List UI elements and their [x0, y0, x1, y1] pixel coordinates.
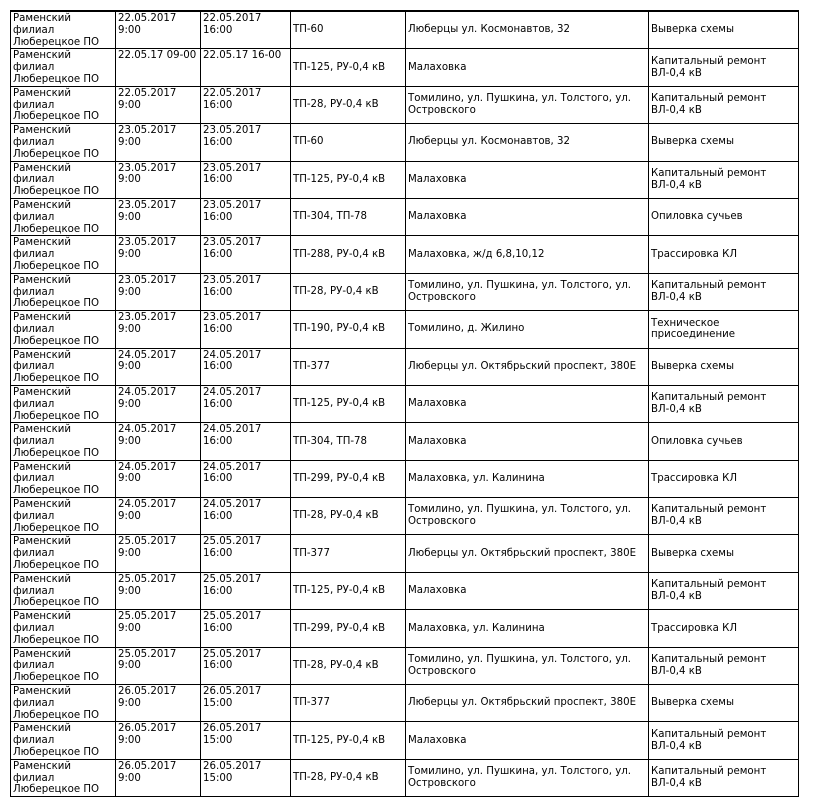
branch-cell: Раменский филиал Люберецкое ПО [11, 49, 116, 86]
table-row [11, 273, 799, 310]
end-datetime-cell: 23.05.2017 16:00 [201, 124, 291, 161]
substation-cell: ТП-299, РУ-0,4 кВ [291, 610, 406, 647]
end-datetime-cell: 24.05.2017 16:00 [201, 423, 291, 460]
branch-cell: Раменский филиал Люберецкое ПО [11, 236, 116, 273]
substation-cell: ТП-190, РУ-0,4 кВ [291, 311, 406, 348]
table-row [11, 685, 799, 722]
start-datetime-cell: 23.05.2017 9:00 [116, 124, 201, 161]
work-type-cell: Опиловка сучьев [649, 198, 799, 235]
work-type-cell: Выверка схемы [649, 535, 799, 572]
branch-cell: Раменский филиал Люберецкое ПО [11, 311, 116, 348]
substation-cell: ТП-304, ТП-78 [291, 198, 406, 235]
address-cell: Томилино, ул. Пушкина, ул. Толстого, ул. Островского [406, 759, 649, 796]
branch-cell: Раменский филиал Люберецкое ПО [11, 498, 116, 535]
substation-cell: ТП-60 [291, 124, 406, 161]
table-body [11, 11, 799, 797]
work-type-cell: Капитальный ремонт ВЛ-0,4 кВ [649, 273, 799, 310]
start-datetime-cell: 23.05.2017 9:00 [116, 236, 201, 273]
outage-schedule-table [10, 10, 799, 797]
start-datetime-cell: 23.05.2017 9:00 [116, 198, 201, 235]
outage-schedule-sheet [10, 10, 798, 797]
branch-cell: Раменский филиал Люберецкое ПО [11, 385, 116, 422]
substation-cell: ТП-377 [291, 535, 406, 572]
branch-cell: Раменский филиал Люберецкое ПО [11, 348, 116, 385]
start-datetime-cell: 26.05.2017 9:00 [116, 685, 201, 722]
substation-cell: ТП-125, РУ-0,4 кВ [291, 572, 406, 609]
work-type-cell: Опиловка сучьев [649, 423, 799, 460]
substation-cell: ТП-28, РУ-0,4 кВ [291, 759, 406, 796]
table-row [11, 722, 799, 759]
end-datetime-cell: 23.05.2017 16:00 [201, 273, 291, 310]
end-datetime-cell: 23.05.2017 16:00 [201, 311, 291, 348]
work-type-cell: Капитальный ремонт ВЛ-0,4 кВ [649, 759, 799, 796]
table-row [11, 647, 799, 684]
end-datetime-cell: 25.05.2017 16:00 [201, 610, 291, 647]
branch-cell: Раменский филиал Люберецкое ПО [11, 11, 116, 49]
end-datetime-cell: 22.05.2017 16:00 [201, 11, 291, 49]
start-datetime-cell: 22.05.17 09-00 [116, 49, 201, 86]
substation-cell: ТП-377 [291, 348, 406, 385]
start-datetime-cell: 25.05.2017 9:00 [116, 610, 201, 647]
table-row [11, 124, 799, 161]
start-datetime-cell: 22.05.2017 9:00 [116, 11, 201, 49]
end-datetime-cell: 24.05.2017 16:00 [201, 460, 291, 497]
end-datetime-cell: 24.05.2017 16:00 [201, 348, 291, 385]
end-datetime-cell: 24.05.2017 16:00 [201, 498, 291, 535]
start-datetime-cell: 25.05.2017 9:00 [116, 572, 201, 609]
start-datetime-cell: 25.05.2017 9:00 [116, 647, 201, 684]
table-row [11, 49, 799, 86]
address-cell: Малаховка [406, 572, 649, 609]
address-cell: Малаховка [406, 161, 649, 198]
address-cell: Малаховка [406, 385, 649, 422]
substation-cell: ТП-125, РУ-0,4 кВ [291, 385, 406, 422]
substation-cell: ТП-288, РУ-0,4 кВ [291, 236, 406, 273]
address-cell: Малаховка [406, 423, 649, 460]
branch-cell: Раменский филиал Люберецкое ПО [11, 86, 116, 123]
start-datetime-cell: 22.05.2017 9:00 [116, 86, 201, 123]
substation-cell: ТП-125, РУ-0,4 кВ [291, 722, 406, 759]
work-type-cell: Капитальный ремонт ВЛ-0,4 кВ [649, 49, 799, 86]
substation-cell: ТП-299, РУ-0,4 кВ [291, 460, 406, 497]
work-type-cell: Техническое присоединение [649, 311, 799, 348]
end-datetime-cell: 23.05.2017 16:00 [201, 236, 291, 273]
start-datetime-cell: 26.05.2017 9:00 [116, 722, 201, 759]
work-type-cell: Капитальный ремонт ВЛ-0,4 кВ [649, 722, 799, 759]
end-datetime-cell: 25.05.2017 16:00 [201, 647, 291, 684]
work-type-cell: Трассировка КЛ [649, 460, 799, 497]
work-type-cell: Выверка схемы [649, 11, 799, 49]
branch-cell: Раменский филиал Люберецкое ПО [11, 722, 116, 759]
substation-cell: ТП-28, РУ-0,4 кВ [291, 647, 406, 684]
address-cell: Малаховка [406, 49, 649, 86]
work-type-cell: Капитальный ремонт ВЛ-0,4 кВ [649, 161, 799, 198]
branch-cell: Раменский филиал Люберецкое ПО [11, 273, 116, 310]
address-cell: Томилино, д. Жилино [406, 311, 649, 348]
table-row [11, 610, 799, 647]
end-datetime-cell: 25.05.2017 16:00 [201, 572, 291, 609]
branch-cell: Раменский филиал Люберецкое ПО [11, 759, 116, 796]
table-row [11, 348, 799, 385]
end-datetime-cell: 23.05.2017 16:00 [201, 198, 291, 235]
substation-cell: ТП-28, РУ-0,4 кВ [291, 273, 406, 310]
branch-cell: Раменский филиал Люберецкое ПО [11, 572, 116, 609]
end-datetime-cell: 25.05.2017 16:00 [201, 535, 291, 572]
address-cell: Люберцы ул. Космонавтов, 32 [406, 124, 649, 161]
end-datetime-cell: 23.05.2017 16:00 [201, 161, 291, 198]
work-type-cell: Капитальный ремонт ВЛ-0,4 кВ [649, 86, 799, 123]
start-datetime-cell: 25.05.2017 9:00 [116, 535, 201, 572]
branch-cell: Раменский филиал Люберецкое ПО [11, 198, 116, 235]
branch-cell: Раменский филиал Люберецкое ПО [11, 647, 116, 684]
work-type-cell: Трассировка КЛ [649, 236, 799, 273]
address-cell: Томилино, ул. Пушкина, ул. Толстого, ул. Островского [406, 273, 649, 310]
start-datetime-cell: 24.05.2017 9:00 [116, 423, 201, 460]
start-datetime-cell: 24.05.2017 9:00 [116, 348, 201, 385]
start-datetime-cell: 24.05.2017 9:00 [116, 385, 201, 422]
start-datetime-cell: 24.05.2017 9:00 [116, 460, 201, 497]
table-row [11, 498, 799, 535]
substation-cell: ТП-60 [291, 11, 406, 49]
work-type-cell: Капитальный ремонт ВЛ-0,4 кВ [649, 647, 799, 684]
table-row [11, 198, 799, 235]
work-type-cell: Капитальный ремонт ВЛ-0,4 кВ [649, 385, 799, 422]
work-type-cell: Трассировка КЛ [649, 610, 799, 647]
start-datetime-cell: 23.05.2017 9:00 [116, 161, 201, 198]
branch-cell: Раменский филиал Люберецкое ПО [11, 161, 116, 198]
table-row [11, 86, 799, 123]
work-type-cell: Капитальный ремонт ВЛ-0,4 кВ [649, 572, 799, 609]
end-datetime-cell: 26.05.2017 15:00 [201, 685, 291, 722]
work-type-cell: Выверка схемы [649, 685, 799, 722]
address-cell: Малаховка, ул. Калинина [406, 460, 649, 497]
table-row [11, 11, 799, 49]
end-datetime-cell: 26.05.2017 15:00 [201, 759, 291, 796]
start-datetime-cell: 26.05.2017 9:00 [116, 759, 201, 796]
address-cell: Томилино, ул. Пушкина, ул. Толстого, ул. Островского [406, 647, 649, 684]
substation-cell: ТП-28, РУ-0,4 кВ [291, 86, 406, 123]
work-type-cell: Капитальный ремонт ВЛ-0,4 кВ [649, 498, 799, 535]
end-datetime-cell: 24.05.2017 16:00 [201, 385, 291, 422]
table-row [11, 572, 799, 609]
address-cell: Люберцы ул. Космонавтов, 32 [406, 11, 649, 49]
address-cell: Малаховка, ул. Калинина [406, 610, 649, 647]
end-datetime-cell: 22.05.2017 16:00 [201, 86, 291, 123]
address-cell: Малаховка [406, 198, 649, 235]
branch-cell: Раменский филиал Люберецкое ПО [11, 460, 116, 497]
table-row [11, 423, 799, 460]
start-datetime-cell: 23.05.2017 9:00 [116, 311, 201, 348]
address-cell: Томилино, ул. Пушкина, ул. Толстого, ул. Островского [406, 86, 649, 123]
address-cell: Люберцы ул. Октябрьский проспект, 380Е [406, 535, 649, 572]
substation-cell: ТП-377 [291, 685, 406, 722]
branch-cell: Раменский филиал Люберецкое ПО [11, 124, 116, 161]
address-cell: Люберцы ул. Октябрьский проспект, 380Е [406, 348, 649, 385]
branch-cell: Раменский филиал Люберецкое ПО [11, 685, 116, 722]
table-row [11, 311, 799, 348]
branch-cell: Раменский филиал Люберецкое ПО [11, 423, 116, 460]
end-datetime-cell: 22.05.17 16-00 [201, 49, 291, 86]
work-type-cell: Выверка схемы [649, 348, 799, 385]
end-datetime-cell: 26.05.2017 15:00 [201, 722, 291, 759]
address-cell: Малаховка, ж/д 6,8,10,12 [406, 236, 649, 273]
address-cell: Малаховка [406, 722, 649, 759]
branch-cell: Раменский филиал Люберецкое ПО [11, 610, 116, 647]
branch-cell: Раменский филиал Люберецкое ПО [11, 535, 116, 572]
substation-cell: ТП-28, РУ-0,4 кВ [291, 498, 406, 535]
start-datetime-cell: 23.05.2017 9:00 [116, 273, 201, 310]
table-row [11, 385, 799, 422]
table-row [11, 236, 799, 273]
substation-cell: ТП-304, ТП-78 [291, 423, 406, 460]
address-cell: Томилино, ул. Пушкина, ул. Толстого, ул. Островского [406, 498, 649, 535]
substation-cell: ТП-125, РУ-0,4 кВ [291, 49, 406, 86]
table-row [11, 161, 799, 198]
address-cell: Люберцы ул. Октябрьский проспект, 380Е [406, 685, 649, 722]
start-datetime-cell: 24.05.2017 9:00 [116, 498, 201, 535]
table-row [11, 460, 799, 497]
substation-cell: ТП-125, РУ-0,4 кВ [291, 161, 406, 198]
table-row [11, 759, 799, 796]
work-type-cell: Выверка схемы [649, 124, 799, 161]
